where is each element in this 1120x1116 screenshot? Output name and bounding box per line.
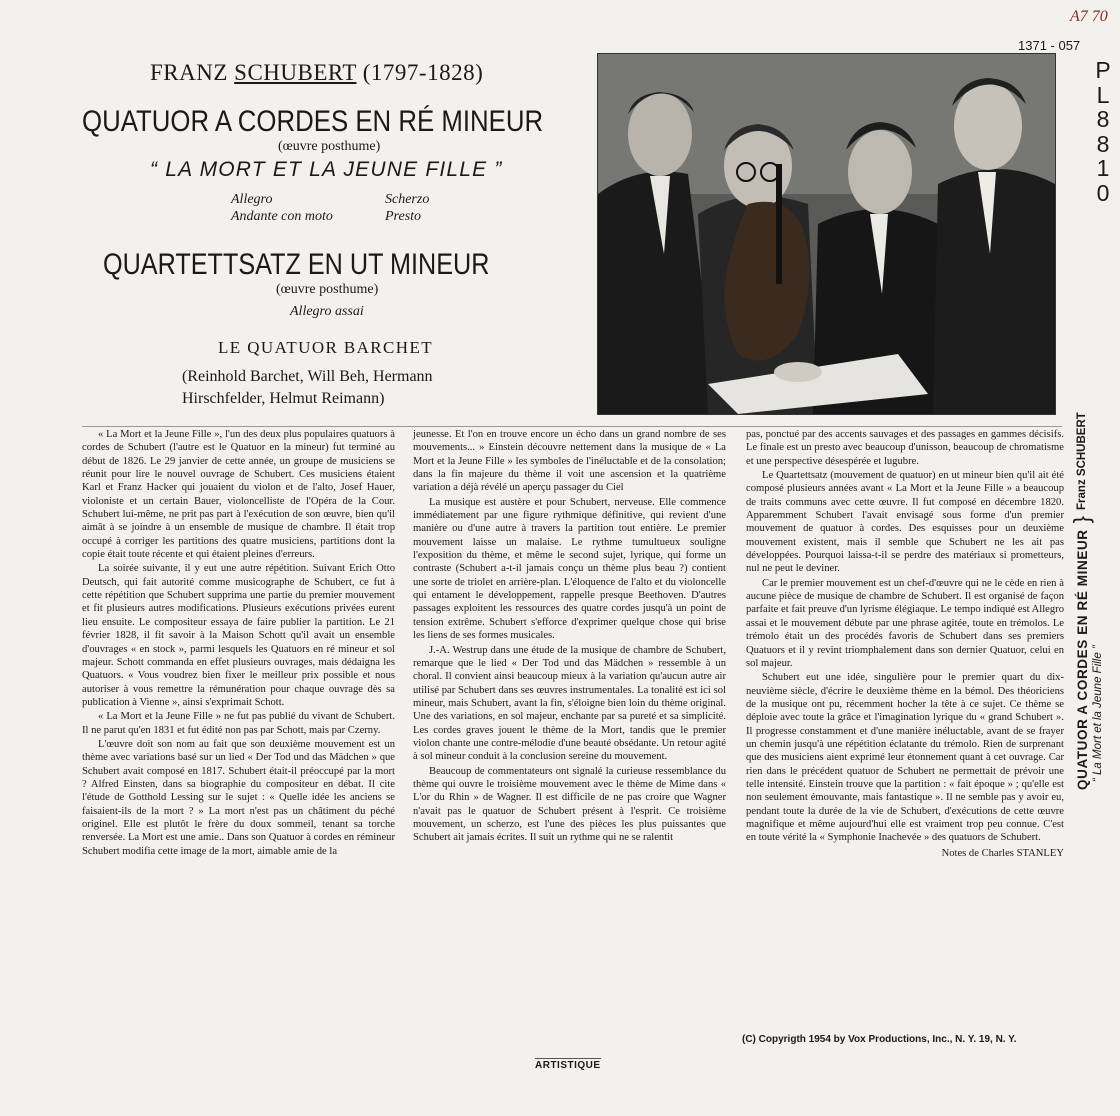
spine-title-row xyxy=(1069,412,1094,790)
brace-glyph: } xyxy=(1069,515,1094,524)
paragraph: La musique est austère et pour Schubert, nerveuse. Elle commence immédiatement par une figure rythmique définitive, qui revient d'une manière ou d'une autre à travers la partition tout entière. Le premier mouvement laisse un malaise. Le rythme tumultueux souligne l'exposition du thème, et même le second sujet, lyrique, qui forme un contraste (Schubert a-t-il jamais conçu un thème plus beau ?) contient une sorte de triolet en arrière-plan. L'éloquence de l'alto et du violoncelle qui entament le développement, rappelle presque Beethoven. D'autres passages exploitent les ressources des quatre cordes jusqu'à un point de tension extrême. Schubert s'efforce d'exprimer quelque chose qui brise les liens de ses formes musicales. xyxy=(413,496,726,642)
work1-title: QUATUOR A CORDES EN RÉ MINEUR xyxy=(82,105,544,138)
imprint-label: ARTISTIQUE xyxy=(535,1060,601,1071)
members-line-1: (Reinhold Barchet, Will Beh, Hermann xyxy=(182,368,433,385)
spine-composer: Franz SCHUBERT xyxy=(1076,412,1088,510)
composer-dates: (1797-1828) xyxy=(362,60,484,85)
movement-1: Allegro xyxy=(231,192,273,207)
label-code-letter: 8 xyxy=(1096,130,1110,157)
photo-illustration xyxy=(598,54,1055,414)
copyright-notice: (C) Copyrigth 1954 by Vox Productions, Inc., N. Y. 19, N. Y. xyxy=(742,1034,1017,1045)
paragraph: jeunesse. Et l'on en trouve encore un écho dans un grand nombre de ses mouvements... » Einstein découvre nettement dans la musique de « La Mort et la Jeune Fille » les symboles de l'inéluctable et de la consolation; dans la fin majeure du thème il voit une ascension et la quatrième variation a déjà révélé un aperçu passager du Ciel xyxy=(413,429,726,494)
spine-subtitle: “ La Mort et la Jeune Fille ” xyxy=(1092,645,1104,782)
movement-2: Andante con moto xyxy=(231,209,333,224)
work2-tempo: Allegro assai xyxy=(290,304,364,319)
paragraph: J.-A. Westrup dans une étude de la musique de chambre de Schubert, remarque que le lied « Der Tod und das Mädchen » ressemble à un choral. Il convient ainsi beaucoup mieux à la variation qu'aucun autre air utilisé par Schubert dans ses œuvres instrumentales. La tonalité est ici sol mineur, mais Schubert, avant la fin, s'éloigne bien loin du thème original. Une des variations, en sol majeur, enchante par sa pureté et sa simplicité. Les cordes graves jouent le thème de la Mort, tandis que le premier violon chante une contre-mélodie d'une beauté obsédante. Un retour agité à sol mineur conduit à la conclusion sereine du mouvement. xyxy=(413,644,726,763)
label-code-letter: 0 xyxy=(1096,179,1110,206)
paragraph: pas, ponctué par des accents sauvages et des passages en gammes décisifs. Le finale est un presto avec beaucoup d'unisson, beaucoup de chromatisme et une perspective désespérée et lugubre. xyxy=(746,429,1064,467)
work1-subtitle: “ LA MORT ET LA JEUNE FILLE ” xyxy=(150,158,503,181)
label-code-letter: L xyxy=(1096,81,1110,108)
spine-title: QUATUOR A CORDES EN RÉ MINEUR xyxy=(1074,529,1090,790)
paragraph: La soirée suivante, il y eut une autre répétition. Suivant Erich Otto Deutsch, qui fait autorité comme musicographe de Schubert, ce fut à cette répétition que Schubert supprima une partie du premier mouvement et fit plusieurs autres modifications. Plusieurs exécutions privées eurent lieu ensuite. Le compositeur essaya de faire publier la partition. Le 21 février 1828, il fit savoir à la Maison Schott qu'il avait un ensemble d'ouvrages « en stock », parmi lesquels les Quatuors en ré mineur et sol majeur. Schott commanda en effet plusieurs ouvrages, mais dédaigna les Quatuors. « Vous voudrez bien fixer le meilleur prix possible et nous autoriser à vous remettre la rémunération pour chaque ouvrage dès sa publication à Vienne », ainsi s'exprimait Schott. xyxy=(82,563,395,708)
liner-notes-column-3 xyxy=(746,428,1064,860)
ensemble-members xyxy=(182,366,502,410)
label-code xyxy=(1092,58,1114,205)
paragraph: « La Mort et la Jeune Fille » ne fut pas publié du vivant de Schubert. Il ne parut qu'en 1831 et fut édité non pas par Schott, mais par Czerny. xyxy=(82,711,395,736)
members-line-2: Hirschfelder, Helmut Reimann) xyxy=(182,390,385,407)
paragraph: L'œuvre doit son nom au fait que son deuxième mouvement est un thème avec variations basé sur un lied « Der Tod und das Mädchen » que Schubert avait composé en 1817. Schubert était-il préoccupé par la mort ? Alfred Einsten, dans sa biographie du compositeur en débat. Il cite l'étude de Gotthold Lessing sur le sujet : « Quelle idée les anciens se faisaient-ils de la mort ? » La mort n'est pas un châtiment du péché originel. Elle est plutôt le frère du doux sommeil, tenant sa torche renversée. La Mort est une amie.. Dans son Quatuor à cordes en rémineur Schubert modifia cette image de la mort, aimable amie de la xyxy=(82,738,395,857)
paragraph: Beaucoup de commentateurs ont signalé la curieuse ressemblance du thème qui ouvre le troisième mouvement avec le thème de Mime dans « L'or du Rhin » de Wagner. Il est difficile de ne pas croire que Wagner n'avait pas le quatuor de Schubert présent à l'esprit. Ce troisième mouvement, un scherzo, est l'une des pièces les plus puissantes que Schubert ait jamais écrites. Il suit un rythme qui ne se ralentit xyxy=(413,765,726,844)
work2-note: (œuvre posthume) xyxy=(276,282,379,297)
label-code-letter: P xyxy=(1095,57,1111,83)
movement-4: Presto xyxy=(385,209,422,224)
divider-rule xyxy=(82,426,1062,427)
work2-title: QUARTETTSATZ EN UT MINEUR xyxy=(103,248,490,281)
four-musicians-photo xyxy=(597,53,1056,415)
work1-note: (œuvre posthume) xyxy=(278,139,381,154)
handwritten-note: A7 70 xyxy=(1070,8,1108,25)
notes-signoff: Notes de Charles STANLEY xyxy=(941,847,1064,859)
liner-notes-column-1 xyxy=(82,428,395,859)
composer-firstname: FRANZ xyxy=(150,60,228,85)
composer-surname: SCHUBERT xyxy=(234,60,357,85)
paragraph: Schubert eut une idée, singulière pour le premier quart du dix-neuvième siècle, d'écrire le deuxième thème en la bémol. Des théoriciens de la musique ont pu, récemment hocher la tête à ce sujet. Ce thème se déploie avec toute la grâce et l'imagination lyrique du « grand Schubert ». Il progresse constamment et d'une manière inéluctable, avant de se frayer un chemin jusqu'à une répétition éclatante du trémolo. Rien de surprenant que des musiciens aient exprimé leur étonnement quant à cet ouvrage. Car rien dans le précédent quatuor de Schubert ne permettait de prévoir une telle intensité. Einstein trouve que la partition : « fait époque » ; qu'elle est non seulement émouvante, mais fantastique ». Il ne semble pas y avoir eu, pendant toute la durée de la vie de Schubert, d'exécutions de cette œuvre magnifique et même aujourd'hui elle est vraiment trop peu connue. C'est en toute vérité la « Symphonie Inachevée » des quatuors de Schubert. xyxy=(746,672,1064,844)
composer-heading xyxy=(150,60,483,86)
label-code-letter: 8 xyxy=(1096,106,1110,132)
paragraph: Car le premier mouvement est un chef-d'œuvre qui ne le cède en rien à aucune pièce de musique de chambre de Schubert. Il est organisé de façon parfaite et fait preuve d'un lyrisme élégiaque. Le tempo indiqué est Allegro assai et le mouvement débute par une phrase agitée, toute en trémolos. Le trémolo était un des procédés favoris de Schubert dans ses premiers Quatuors et il y revint triomphalement dans son dernier Quatuor, celui en sol majeur. xyxy=(746,577,1064,669)
movement-3: Scherzo xyxy=(385,192,430,207)
spine-text xyxy=(1069,412,1120,790)
paragraph: « La Mort et la Jeune Fille », l'un des deux plus populaires quatuors à cordes de Schubert (l'autre est le Quatuor en la mineur) fut terminé au début de 1826. Le 29 janvier de cette année, un groupe de musiciens se réunit pour lire le nouvel ouvrage de Schubert. Ces musiciens étaient Karl et Franz Hacker qui jouaient du violon et de l'alto, Josef Hauer, violoniste et un certain Bauer, violoncelliste de l'Opéra de la Cour. Schubert lui-même, ne prit pas part à l'exécution de son œuvre, bien qu'il aimât à se joindre à un ensemble de musique de chambre. Il était trop occupé à corriger les partitions des quatre musiciens, partitions dont la copie était toute récente et qui étaient pleines d'erreurs. xyxy=(82,429,395,561)
label-code-letter: 1 xyxy=(1096,155,1110,181)
catalog-number: 1371 - 057 xyxy=(1018,38,1081,53)
paragraph: Le Quartettsatz (mouvement de quatuor) en ut mineur bien qu'il ait été composé plusieurs années avant « La Mort et la Jeune Fille » a beaucoup de traits communs avec cette œuvre. Il fut composé en décembre 1820. Apparemment Schubert l'avait envisagé sous forme d'un premier mouvement de quatuor à cordes. Des esquisses pour un deuxième mouvement existent, mais il semble que Schubert ne les ait pas développées. Pourquoi laissa-t-il se perdre des matériaux si prometteurs, nul ne peut le deviner. xyxy=(746,470,1064,575)
ensemble-name: LE QUATUOR BARCHET xyxy=(218,338,434,357)
spine-rotated xyxy=(1069,412,1120,790)
liner-notes-column-2 xyxy=(413,428,726,846)
